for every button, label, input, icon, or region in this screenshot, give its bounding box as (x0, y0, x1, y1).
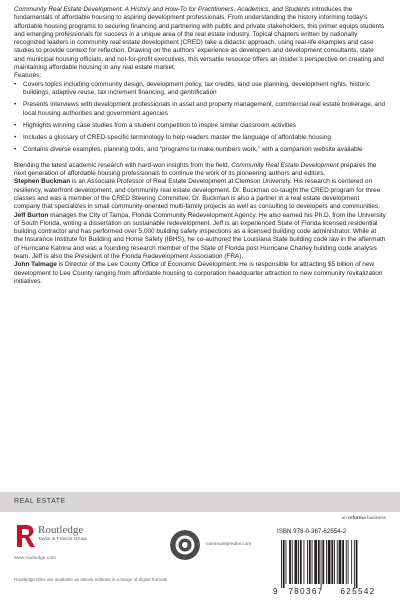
routledge-logo-icon (14, 523, 36, 549)
closing-text-start: Blending the latest academic research with hard-won insights from the field, (14, 161, 232, 169)
barcode-bar (342, 540, 344, 584)
barcode-bar (318, 540, 320, 584)
barcode-bar (348, 540, 349, 584)
description (14, 6, 386, 72)
category-band (0, 492, 400, 512)
closing-text-end: prepares the next generation of affordable housing professionals to continue the work of its pioneering authors and editors. (14, 161, 377, 178)
description-text: introduces the fundamentals of affordable housing to aspiring development professionals. From understanding the history informing today’s affordable housing programs to securing financing and partnering with public and private stakeholders, this primer equips students and emerging professionals for success in a unique area of the real estate industry. Topical chapters written by nationally recognized leaders in community real estate development (CRED) take a didactic approach, using real-life examples and case studies to provide context for reflection. Drawing on the authors’ experience as developers and development consultants, state and municipal housing officials, and not-for-profit executives, this versatile resource offers an insider’s perspective on creating and maintaining affordable housing in any real estate market. (14, 6, 385, 72)
barcode-bar (307, 540, 308, 584)
barcode-bar (286, 540, 287, 584)
barcode-bar (326, 540, 327, 584)
informa-suffix: business (365, 516, 386, 521)
barcode-bar (351, 540, 352, 584)
closing-book-title: Community Real Estate Development (231, 161, 339, 169)
feature-item: • Presents interviews with development professionals in asset and property management, commercial real estate brokerage, and local housing authorities and government agencies (14, 101, 386, 118)
barcode-bar (309, 540, 311, 584)
book-title: Community Real Estate Development: A History and How-To for Practitioners, Academics, and Students (14, 6, 311, 13)
barcode-bar (346, 540, 347, 584)
isbn: ISBN 978-0-367-62554-2 (277, 528, 347, 535)
barcode-digits-right: 625542 (340, 587, 376, 596)
informa-brand: informa (348, 516, 366, 521)
author-name: John Talmage (14, 261, 57, 269)
barcode-bar (322, 540, 324, 584)
barcode-bar (334, 540, 335, 584)
informa-prefix: an (341, 516, 349, 521)
barcode-bar (312, 540, 313, 584)
back-cover-text (14, 6, 386, 286)
category-label: REAL ESTATE (14, 498, 66, 505)
barcode-bar (304, 540, 305, 584)
author-bio-text: manages the City of Tampa, Florida Community Redevelopment Agency. He also earned his Ph.D. from the University of South Florida, writing a dissertation on sustainable redevelopment. Jeff is an experienced State of Florida licensed residential building contractor and has performed over 5,000 building safety inspections as a licensed building code administrator. While at the Insurance Institute for Building and Home Safety (IBHS), he co-authored the Louisiana State building code law in the aftermath of Hurricane Katrina and was a founding research member of the State of Florida post Hurricane Charley building code analysis team. Jeff is also the President of the Florida Redevelopment Association (FRA). (14, 211, 386, 261)
author-name: Jeff Burton (14, 211, 49, 219)
author-bio-text: is Director of the Lee County Office of Economic Development. He is responsible for attracting $5 billion of new development to Lee County ranging from affordable housing to corporation headquarter attraction to new community revitalization initiatives. (14, 261, 383, 285)
barcode-bar (281, 540, 282, 588)
barcode-bar (314, 540, 317, 584)
author-bio (14, 212, 386, 262)
features-list (14, 81, 386, 155)
barcode-digits (273, 586, 391, 596)
publisher-group: Taylor & Francis Group (38, 537, 88, 542)
ebook-note: Routledge titles are available as eBook editions in a range of digital formats (14, 577, 168, 582)
barcode-bar (337, 540, 338, 584)
companion-website-badge-icon (170, 530, 200, 560)
barcode-bar (321, 540, 322, 588)
barcode-bar (289, 540, 291, 584)
author-bio (14, 261, 386, 286)
barcode-bar (292, 540, 293, 584)
feature-item: • Includes a glossary of CRED-specific terminology to help readers master the language of affordable housing (14, 134, 386, 142)
cover-footer (0, 512, 400, 600)
informa-business (341, 516, 386, 521)
barcode-bar (354, 540, 355, 588)
barcode-bar (356, 540, 358, 588)
barcode-digit-lead: 9 (273, 587, 278, 596)
author-bio (14, 178, 386, 211)
barcode-bar (331, 540, 333, 584)
features-heading: Features: (14, 72, 42, 80)
barcode-bar (339, 540, 342, 584)
publisher-url[interactable]: www.routledge.com (14, 556, 56, 561)
barcode-icon (277, 538, 387, 588)
barcode-bar (295, 540, 298, 584)
barcode-bar (328, 540, 331, 584)
barcode-bar (283, 540, 285, 588)
barcode-bar (300, 540, 302, 584)
closing-paragraph (14, 162, 386, 179)
barcode-bar (298, 540, 299, 584)
feature-item: • Covers topics including community design, development policy, tax credits, land use planning, development rights, historic buildings, adaptive reuse, tax increment financing, and gentrification (14, 81, 386, 98)
feature-item: • Contains diverse examples, planning tools, and “programs to make numbers work,” with a companion website available (14, 146, 386, 154)
author-name: Stephen Buckman (14, 178, 71, 186)
publisher-name: Routledge (38, 524, 84, 536)
feature-item: • Highlights winning case studies from a student competition to inspire similar classroom activities (14, 122, 386, 130)
companion-website-url[interactable]: communityredev.com (206, 542, 252, 547)
barcode-digits-left: 780367 (288, 587, 324, 596)
author-bio-text: is an Associate Professor of Real Estate Development at Clemson University. His research is centered on resiliency, waterfront development, and community real estate development. Dr. Buckman co-taught the CRED program for three classes and was a member of the CRED Steering Committee. Dr. Buckman is also a partner in a real estate development company that specializes in small community-oriented multi-family projects as well as consulting to developers and communities. (14, 178, 381, 211)
